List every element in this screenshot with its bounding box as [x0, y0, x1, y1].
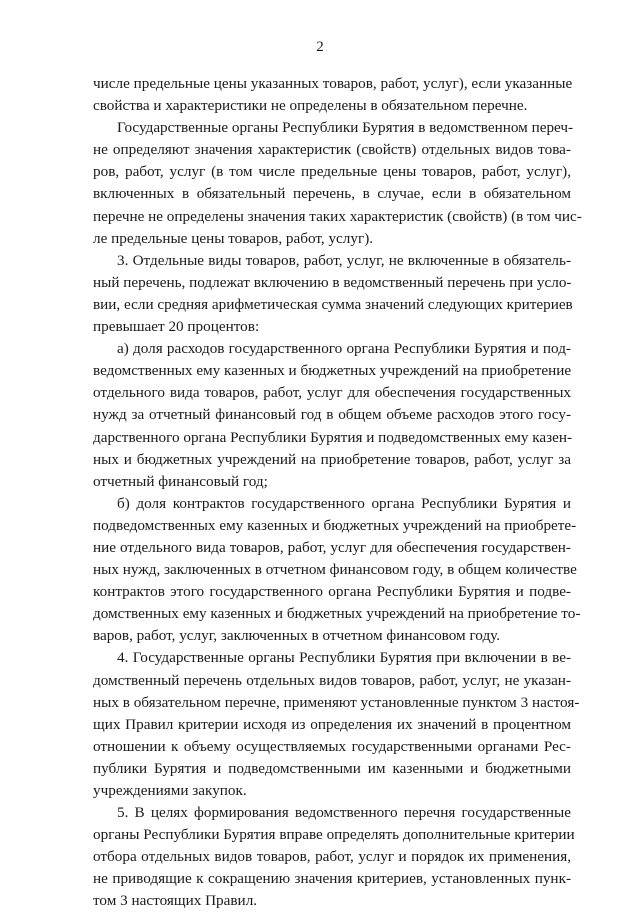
- text-line: отношении к объему осуществляемых государственными органами Рес-: [93, 737, 571, 755]
- text-line: б) доля контрактов государственного органа Республики Бурятия и: [117, 494, 571, 512]
- text-line: отчетный финансовый год;: [93, 472, 268, 490]
- text-line: ров, работ, услуг (в том числе предельные цены товаров, работ, услуг),: [93, 163, 571, 181]
- text-line: 3. Отдельные виды товаров, работ, услуг, не включенные в обязатель-: [117, 251, 571, 269]
- text-line: включенных в обязательный перечень, в случае, если в обязательном: [93, 185, 571, 203]
- paragraph-item-3-a: [93, 338, 571, 493]
- document-body: [93, 73, 582, 913]
- text-line: дарственного органа Республики Бурятия и подведомственных ему казен-: [93, 428, 573, 446]
- text-line: домственных ему казенных и бюджетных учреждений на приобретение то-: [93, 605, 581, 623]
- text-line: превышает 20 процентов:: [93, 318, 260, 336]
- text-line: ние отдельного вида товаров, работ, услуг для обеспечения государствен-: [93, 538, 571, 556]
- text-line: 5. В целях формирования ведомственного перечня государственные: [117, 804, 571, 822]
- text-line: не определяют значения характеристик (свойств) отдельных видов това-: [93, 141, 571, 159]
- text-line: ведомственных ему казенных и бюджетных учреждений на приобретение: [93, 362, 572, 380]
- text-line: публики Бурятия и подведомственными им казенными и бюджетными: [93, 759, 571, 777]
- text-line: ных нужд, заключенных в отчетном финансовом году, в общем количестве: [93, 561, 577, 579]
- text-line: вии, если средняя арифметическая сумма значений следующих критериев: [93, 295, 573, 313]
- page-number: 2: [316, 39, 324, 55]
- text-line: органы Республики Бурятия вправе определять дополнительные критерии: [93, 826, 575, 844]
- text-line: отдельного вида товаров, работ, услуг для обеспечения государственных: [93, 384, 571, 402]
- text-line: домственный перечень отдельных видов товаров, работ, услуг, не указан-: [93, 671, 571, 689]
- text-line: контрактов этого государственного органа Республики Бурятия и подве-: [93, 583, 571, 601]
- text-line: числе предельные цены указанных товаров, работ, услуг), если указанные: [93, 75, 573, 92]
- text-line: Государственные органы Республики Бурятия в ведомственном переч-: [117, 119, 574, 137]
- text-line: свойства и характеристики не определены в обязательном перечне.: [93, 97, 528, 115]
- text-line: том 3 настоящих Правил.: [93, 892, 258, 910]
- paragraph-item-4: [93, 647, 580, 802]
- text-line: подведомственных ему казенных и бюджетных учреждений на приобрете-: [93, 516, 577, 534]
- text-line: а) доля расходов государственного органа Республики Бурятия и под-: [117, 340, 571, 358]
- text-line: щих Правил критерии исходя из определения их значений в процентном: [93, 715, 571, 733]
- paragraph-item-3: [93, 250, 571, 338]
- text-line: учреждениями закупок.: [93, 782, 247, 799]
- text-line: 4. Государственные органы Республики Бурятия при включении в ве-: [117, 649, 571, 667]
- paragraph-item-5: [93, 802, 575, 912]
- text-line: нужд за отчетный финансовый год в общем объеме расходов этого госу-: [93, 406, 571, 424]
- text-line: варов, работ, услуг, заключенных в отчетном финансовом году.: [93, 627, 501, 645]
- text-line: не приводящие к сокращению значения критериев, установленных пунк-: [93, 870, 571, 888]
- text-line: перечне не определены значения таких характеристик (свойств) (в том чис-: [93, 207, 582, 225]
- paragraph-item-3-b: [93, 493, 581, 648]
- text-line: ле предельные цены товаров, работ, услуг).: [93, 229, 374, 247]
- text-line: ный перечень, подлежат включению в ведомственный перечень при усло-: [93, 273, 572, 291]
- text-line: ных в обязательном перечне, применяют установленные пунктом 3 настоя-: [93, 693, 580, 711]
- paragraph-continuation: [93, 73, 571, 117]
- paragraph-state-bodies: [93, 117, 582, 250]
- text-line: ных и бюджетных учреждений на приобретение товаров, работ, услуг за: [93, 450, 571, 468]
- text-line: отбора отдельных видов товаров, работ, услуг и порядок их применения,: [93, 848, 571, 866]
